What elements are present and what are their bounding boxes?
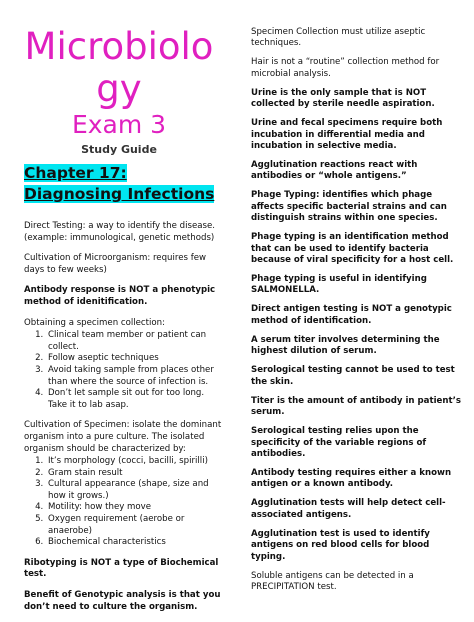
list-item: 2. Gram stain result [46, 468, 222, 480]
note-paragraph: Soluble antigens can be detected in a PRECIPITATION test. [251, 570, 414, 592]
list-item: 4. Don’t let sample sit out for too long. Take it to lab asap. [46, 388, 222, 411]
note-paragraph: Agglutination reactions react with antibodies or “whole antigens.” [251, 160, 418, 182]
obtaining-intro: Obtaining a specimen collection: [24, 317, 166, 328]
page-title [24, 26, 214, 110]
chapter-heading [24, 162, 222, 204]
note-paragraph: Serological testing relies upon the specificity of the variable regions of antibodies. [251, 426, 427, 459]
note-paragraph: Agglutination test is used to identify antigens on red blood cells for blood typing. [251, 528, 430, 562]
note-paragraph: Antibody testing requires either a known antigen or a known antibody. [251, 467, 452, 490]
left-column [24, 26, 222, 622]
cultivation-text: Cultivation of Microorganism: requires few days to few weeks) [24, 253, 207, 275]
list-item: 4. Motility: how they move [46, 502, 222, 514]
list-item: 5. Oxygen requirement (aerobe or anaerobe) [46, 514, 222, 537]
note-paragraph: Phage Typing: identifies which phage affects specific bacterial strains and can distinguish strains within one species. [251, 190, 447, 224]
list-item: 3. Cultural appearance (shape, size and how it grows.) [46, 479, 222, 502]
list-item: 2. Follow aseptic techniques [46, 353, 222, 365]
note-paragraph: A serum titer involves determining the highest dilution of serum. [251, 334, 440, 357]
study-guide-label: Study Guide [81, 143, 157, 156]
title-line-2: gy [96, 67, 142, 110]
exam-subtitle: Exam 3 [71, 110, 167, 139]
note-paragraph: Urine and fecal specimens require both incubation in differential media and incubation in selective media. [251, 118, 443, 152]
chapter-number: Chapter 17: [24, 164, 127, 182]
note-paragraph: Specimen Collection must utilize aseptic techniques. [251, 27, 426, 49]
list-item: 3. Avoid taking sample from places other than where the source of infection is. [46, 365, 222, 388]
note-paragraph: Urine is the only sample that is NOT collected by sterile needle aspiration. [251, 87, 435, 110]
note-paragraph: Hair is not a “routine” collection method for microbial analysis. [251, 57, 440, 79]
list-item: 6. Biochemical characteristics [46, 537, 222, 549]
genotypic-text: Benefit of Genotypic analysis is that you don’t need to culture the organism. [24, 590, 221, 612]
chapter-title: Diagnosing Infections [24, 185, 215, 203]
note-paragraph: Serological testing cannot be used to test the skin. [251, 365, 455, 387]
obtaining-list [24, 330, 222, 411]
note-paragraph: Phage typing is useful in identifying SALMONELLA. [251, 274, 427, 296]
cultivation-specimen-text: Cultivation of Specimen: isolate the dominant organism into a pure culture. The isolated organism should be characterized by: [24, 420, 222, 454]
note-paragraph: Agglutination tests will help detect cell-associated antigens. [251, 498, 446, 520]
direct-testing-text: Direct Testing: a way to identify the disease. (example: immunological, genetic methods) [24, 221, 215, 243]
characterized-list [24, 456, 222, 549]
list-item: 1. It’s morphology (cocci, bacilli, spirilli) [46, 456, 222, 468]
antibody-response-text: Antibody response is NOT a phenotypic method of idenitification. [24, 285, 216, 307]
note-paragraph: Direct antigen testing is NOT a genotypic method of identification. [251, 304, 452, 326]
ribotyping-text: Ribotyping is NOT a type of Biochemical test. [24, 557, 219, 580]
list-item: 1. Clinical team member or patient can collect. [46, 330, 222, 353]
right-column [251, 27, 461, 601]
note-paragraph: Titer is the amount of antibody in patient’s serum. [251, 395, 461, 418]
note-paragraph: Phage typing is an identification method that can be used to identify bacteria because of viral specificity for a host cell. [251, 232, 454, 266]
title-line-1: Microbiolo [24, 25, 214, 68]
